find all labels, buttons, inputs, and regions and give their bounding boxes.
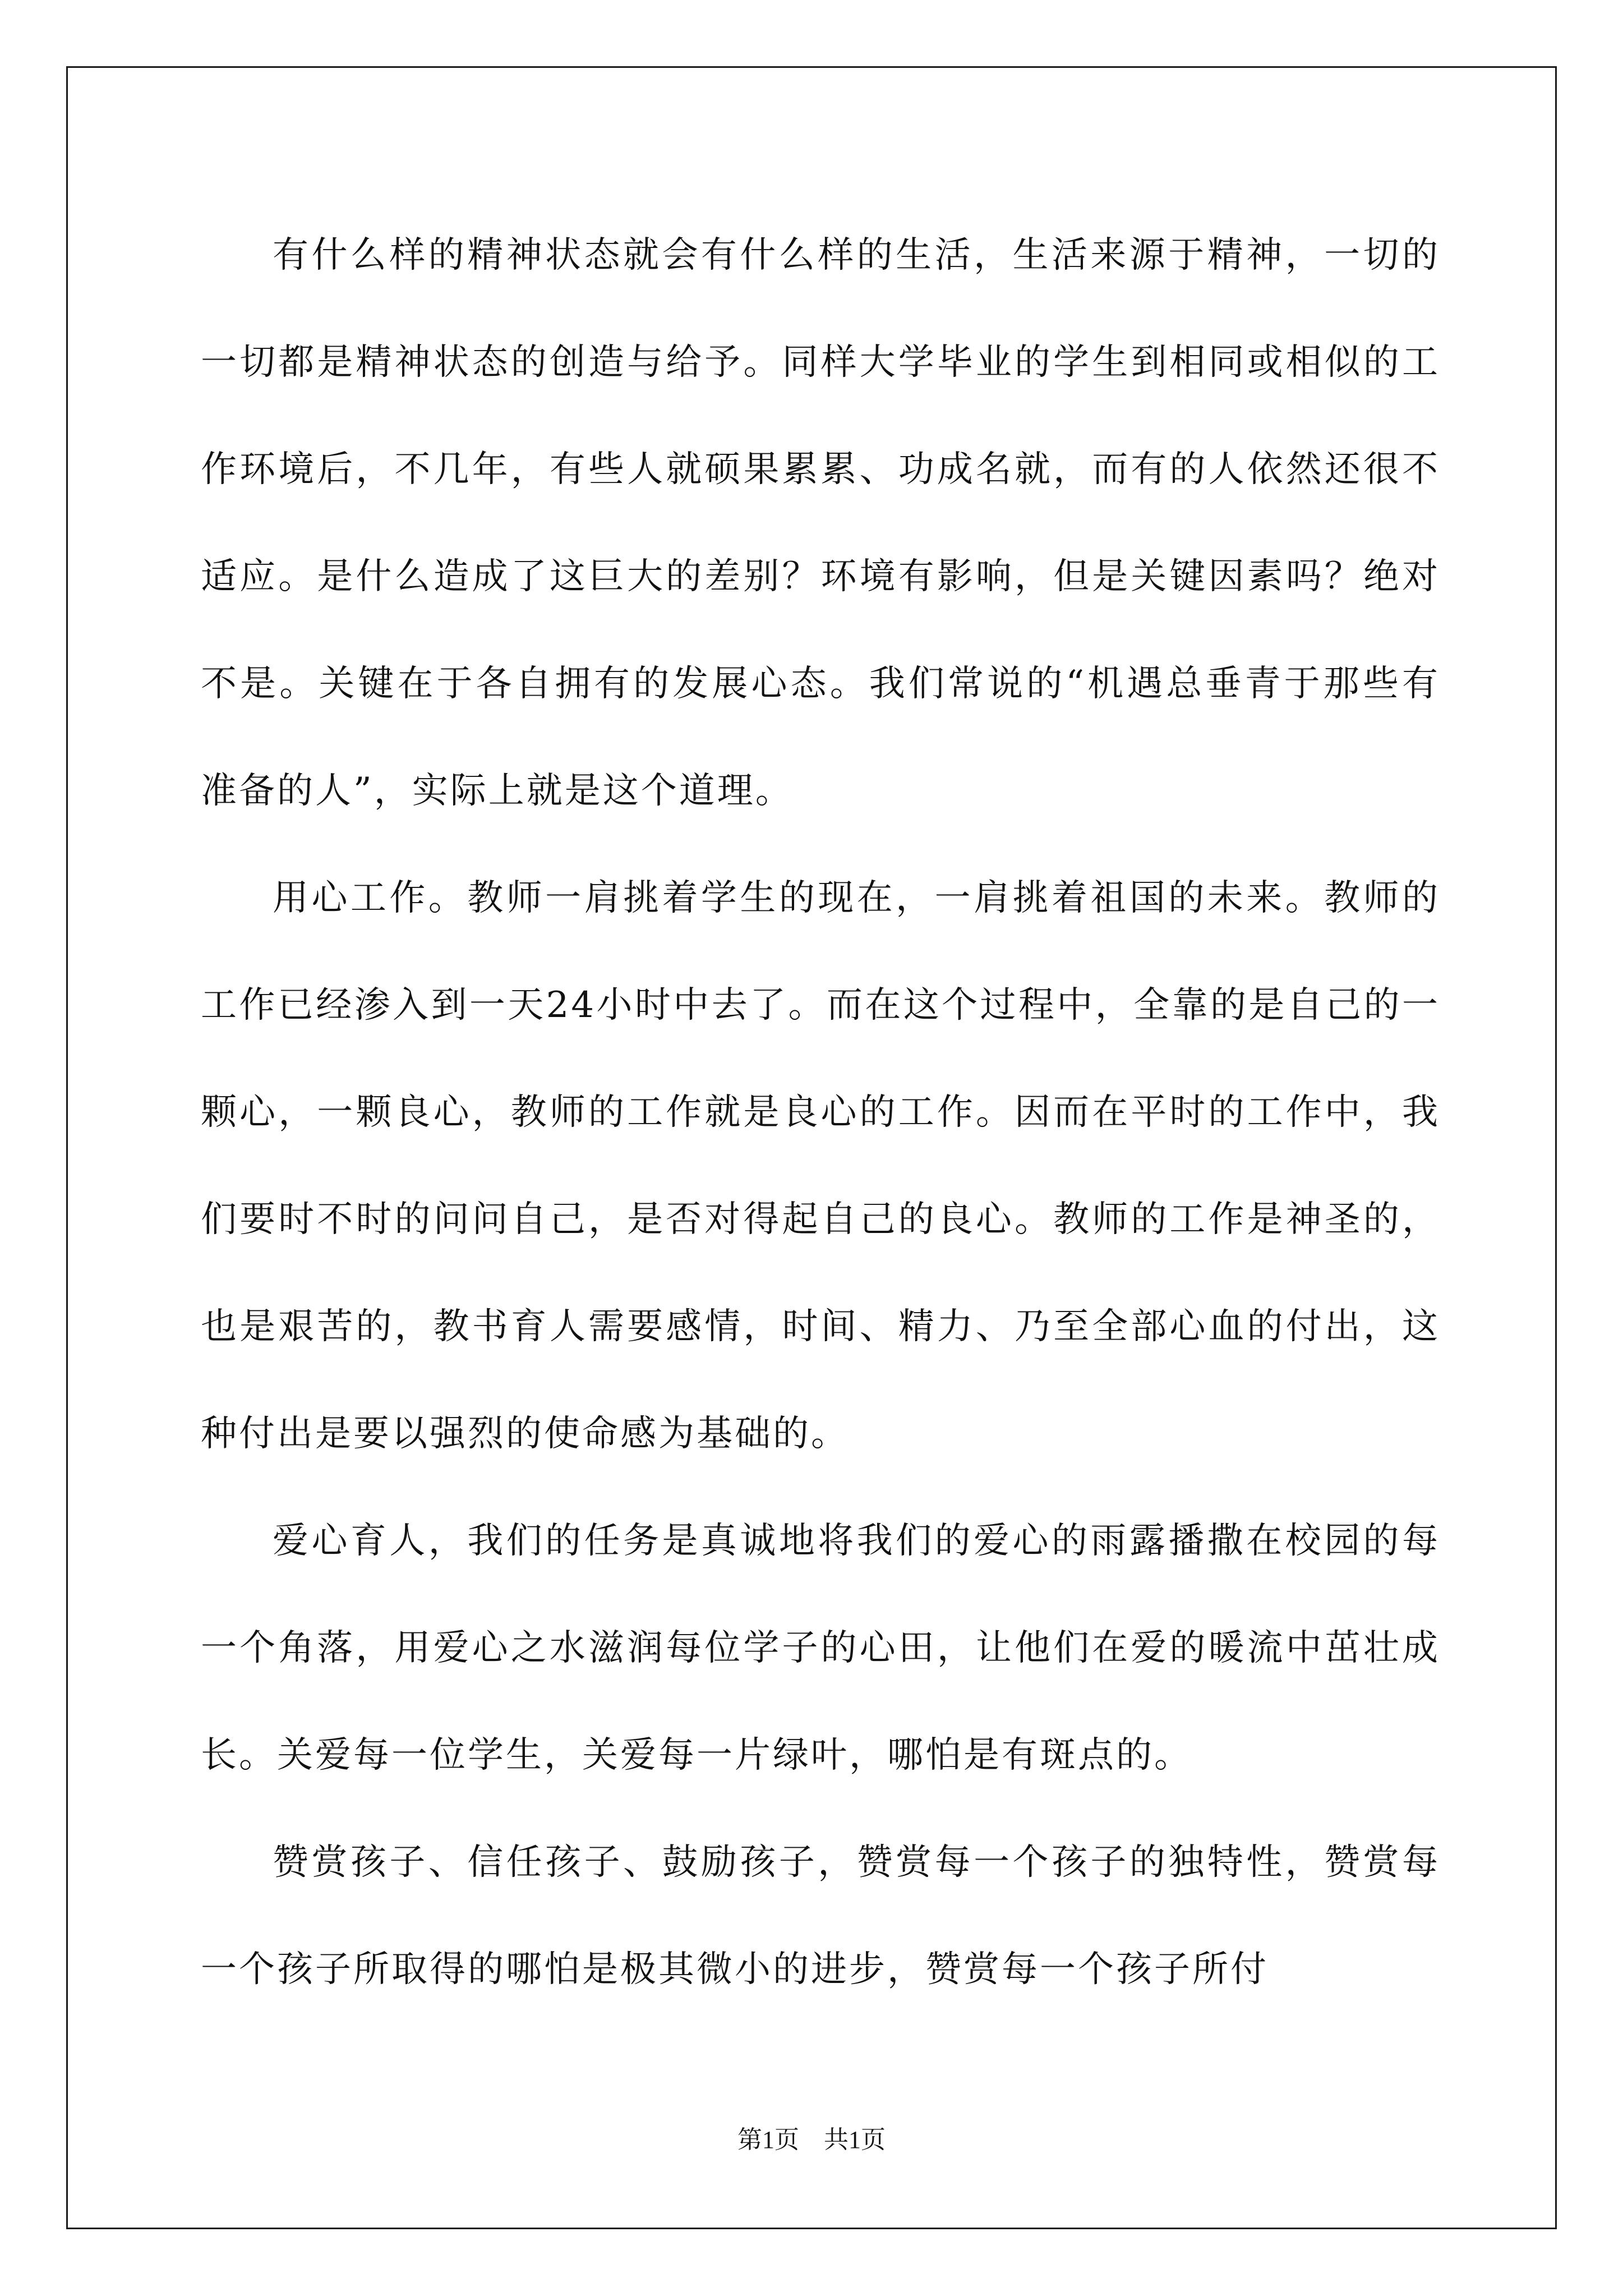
paragraph-4: 赞赏孩子、信任孩子、鼓励孩子，赞赏每一个孩子的独特性，赞赏每一个孩子所取得的哪怕是极其微小的进步，赞赏每一个孩子所付	[201, 1842, 1440, 1990]
paragraph-3: 爱心育人，我们的任务是真诚地将我们的爱心的雨露播撒在校园的每一个角落，用爱心之水滋润每位学子的心田，让他们在爱的暖流中茁壮成长。关爱每一位学生，关爱每一片绿叶，哪怕是有斑点的。	[201, 1520, 1440, 1776]
paragraph-1: 有什么样的精神状态就会有什么样的生活，生活来源于精神，一切的一切都是精神状态的创造与给予。同样大学毕业的学生到相同或相似的工作环境后，不几年，有些人就硕果累累、功成名就，而有的人依然还很不适应。是什么造成了这巨大的差别？环境有影响，但是关键因素吗？绝对不是。关键在于各自拥有的发展心态。我们常说的“机遇总垂青于那些有准备的人”，实际上就是这个道理。	[201, 234, 1440, 812]
paragraph-2: 用心工作。教师一肩挑着学生的现在，一肩挑着祖国的未来。教师的工作已经渗入到一天24小时中去了。而在这个过程中，全靠的是自己的一颗心，一颗良心，教师的工作就是良心的工作。因而在平时的工作中，我们要时不时的问问自己，是否对得起自己的良心。教师的工作是神圣的，也是艰苦的，教书育人需要感情，时间、精力、乃至全部心血的付出，这种付出是要以强烈的使命感为基础的。	[201, 877, 1440, 1455]
document-body	[201, 202, 1440, 2023]
page-number-footer: 第1页 共1页	[737, 2126, 886, 2154]
